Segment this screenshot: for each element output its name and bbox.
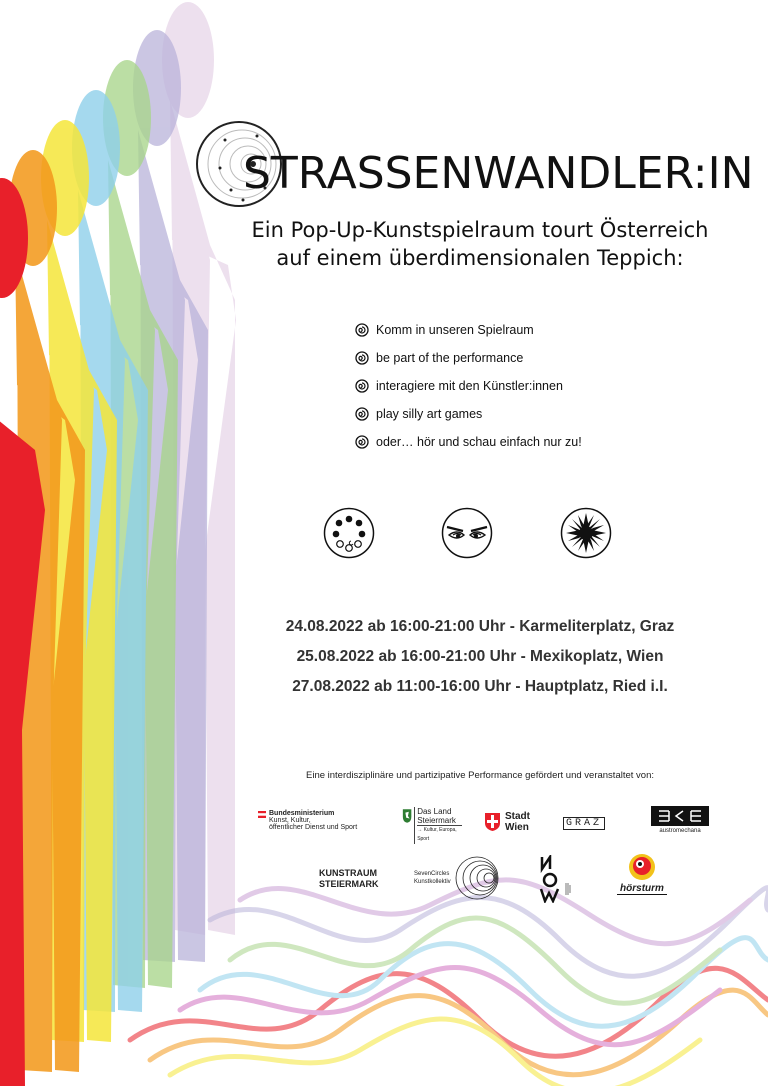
hoersturm-label: hörsturm (617, 884, 667, 895)
logo-steiermark (402, 807, 462, 844)
poster-title: STRASSENWANDLER:IN (243, 148, 754, 199)
bmkoes-line-2: Kunst, Kultur, (269, 817, 311, 824)
kunstraum-line-2: STEIERMARK (319, 879, 379, 889)
logo-kunstraum (319, 868, 379, 890)
wien-line-1: Stadt (505, 811, 530, 822)
bullet-text: interagiere mit den Künstler:innen (376, 379, 563, 393)
bullet-text: be part of the performance (376, 351, 524, 365)
logo-graz: GRAZ (563, 817, 605, 830)
eyes-icon (441, 507, 493, 559)
starburst-icon (560, 507, 612, 559)
vienna-shield-icon (484, 812, 501, 832)
austromechana-label: austromechana (659, 828, 701, 834)
spiral-bullet-icon (355, 435, 369, 449)
list-item (355, 344, 582, 372)
spiral-bullet-icon (355, 379, 369, 393)
funding-credit: Eine interdisziplinäre und partizipative Performance gefördert und veranstaltet von: (306, 770, 654, 781)
concentric-circles-icon (455, 856, 499, 900)
logo-bmkoes (258, 810, 378, 831)
logo-stadt-wien (484, 811, 530, 833)
austromechana-mark-icon (651, 806, 709, 826)
moon-phases-icon (323, 507, 375, 559)
logo-sevencircles (414, 856, 509, 900)
sevencircles-line-1: SevenCircles (414, 871, 450, 877)
title-block (195, 118, 754, 218)
steiermark-line-2: Steiermark (417, 816, 456, 825)
sevencircles-line-2: Kunstkollektiv (414, 879, 451, 885)
event-date-line: 27.08.2022 ab 11:00-16:00 Uhr - Hauptplatz, Ried i.I. (292, 678, 668, 695)
spiral-bullet-icon (355, 407, 369, 421)
kunstraum-line-1: KUNSTRAUM (319, 868, 377, 878)
styrian-panther-icon (402, 807, 412, 825)
bullet-list (355, 316, 582, 456)
subtitle (230, 216, 730, 272)
wien-line-2: Wien (505, 822, 529, 833)
event-date-line: 25.08.2022 ab 16:00-21:00 Uhr - Mexikoplatz, Wien (296, 648, 664, 665)
bullet-text: play silly art games (376, 407, 483, 421)
logo-now (538, 855, 578, 903)
subtitle-line-2: auf einem überdimensionalen Teppich: (276, 246, 684, 270)
subtitle-line-1: Ein Pop-Up-Kunstspielraum tourt Österreich (251, 218, 709, 242)
list-item (355, 372, 582, 400)
bullet-text: Komm in unseren Spielraum (376, 323, 534, 337)
logo-austromechana (651, 806, 709, 834)
list-item (355, 428, 582, 456)
steiermark-line-3: → Kultur, Europa, Sport (417, 825, 462, 844)
spiral-bullet-icon (355, 323, 369, 337)
bullet-text: oder… hör und schau einfach nur zu! (376, 435, 582, 449)
bmkoes-line-3: öffentlicher Dienst und Sport (269, 824, 358, 831)
list-item (355, 316, 582, 344)
logo-hoersturm (617, 852, 667, 895)
hoersturm-face-icon (627, 852, 657, 882)
now-mark-icon (538, 855, 578, 903)
color-ribbons (130, 880, 768, 1086)
event-dates (250, 612, 710, 702)
event-date-line: 24.08.2022 ab 16:00-21:00 Uhr - Karmeliterplatz, Graz (285, 618, 675, 635)
list-item (355, 400, 582, 428)
bmkoes-line-1: Bundesministerium (269, 810, 335, 817)
austria-flag-icon (258, 811, 266, 818)
spiral-bullet-icon (355, 351, 369, 365)
steiermark-line-1: Das Land (417, 807, 452, 816)
